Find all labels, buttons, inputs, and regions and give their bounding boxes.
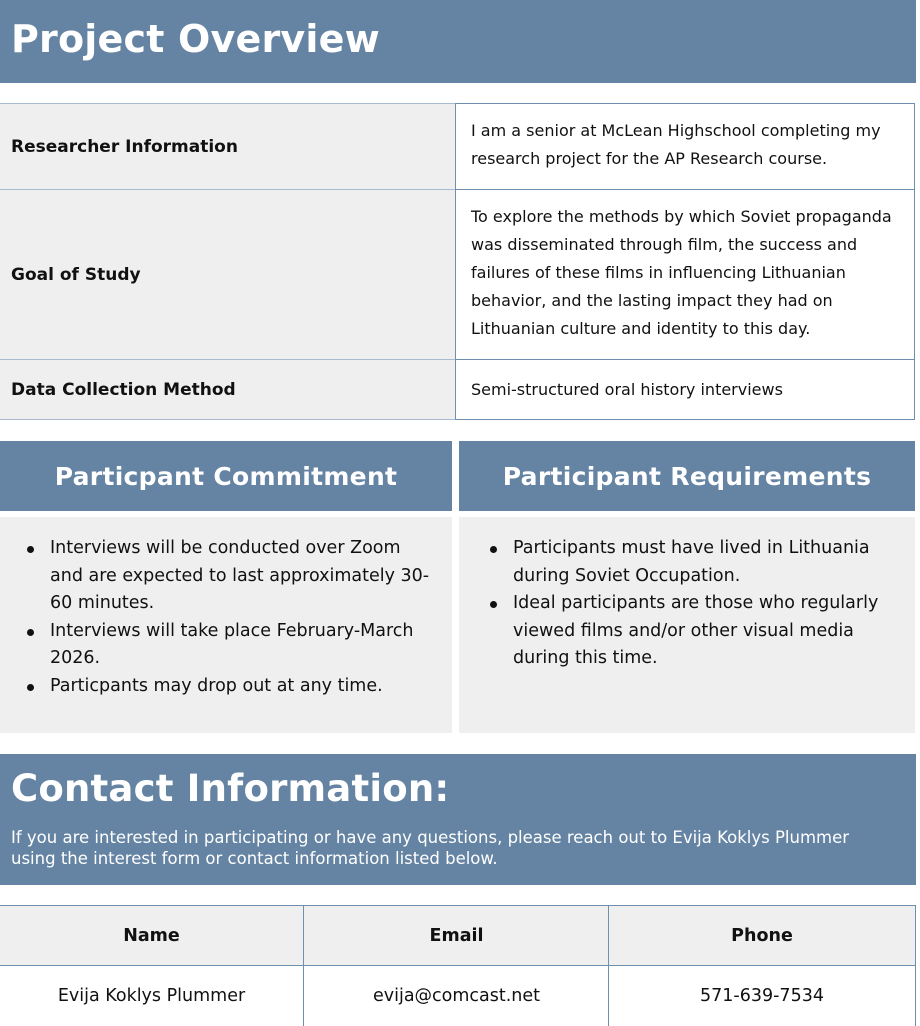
overview-row-goal [0, 189, 916, 360]
researcher-info-value: I am a senior at McLean Highschool completing my research project for the AP Research course. [455, 103, 915, 190]
requirements-item-text: Ideal participants are those who regularly viewed films and/or other visual media during this time. [513, 593, 879, 668]
bullet-icon [490, 601, 497, 608]
commitment-item-text: Interviews will take place February-March 2026. [50, 620, 414, 668]
bullet-icon [27, 546, 34, 553]
contact-name: Evija Koklys Plummer [0, 966, 303, 1026]
goal-of-study-value: To explore the methods by which Soviet propaganda was disseminated through film, the success and failures of these films in influencing Lithuanian behavior, and the lasting impact they had on Lithuanian culture and identity to this day. [455, 189, 915, 360]
title-banner [0, 0, 916, 83]
commitment-item [0, 535, 452, 618]
name-column-header: Name [0, 905, 303, 966]
contact-phone: 571-639-7534 [608, 966, 916, 1026]
researcher-info-label: Researcher Information [0, 103, 456, 190]
requirements-list [459, 535, 915, 673]
contact-banner [0, 754, 916, 885]
phone-column-header: Phone [608, 905, 916, 966]
contact-description: If you are interested in participating or have any questions, please reach out to Evija Koklys Plummer using the interest form or contact information listed below. [11, 828, 850, 868]
commitment-item-text: Particpants may drop out at any time. [50, 675, 383, 696]
overview-row-researcher [0, 103, 916, 190]
contact-table [0, 905, 916, 1024]
requirements-panel [459, 517, 915, 733]
email-column-header: Email [303, 905, 609, 966]
commitment-panel [0, 517, 452, 733]
commitment-item [0, 618, 452, 673]
goal-of-study-label: Goal of Study [0, 189, 456, 360]
data-collection-value: Semi-structured oral history interviews [455, 359, 915, 420]
commitment-item [0, 673, 452, 701]
requirements-item [459, 535, 915, 590]
requirements-item-text: Participants must have lived in Lithuania during Soviet Occupation. [513, 538, 870, 586]
bullet-icon [27, 629, 34, 636]
commitment-list [0, 535, 452, 700]
bullet-icon [27, 684, 34, 691]
overview-table [0, 103, 916, 420]
page-title: Project Overview [11, 17, 380, 61]
bullet-icon [490, 546, 497, 553]
contact-title: Contact Information: [11, 767, 450, 810]
requirements-item [459, 590, 915, 673]
overview-row-method [0, 359, 916, 420]
commitment-heading: Particpant Commitment [0, 441, 452, 511]
data-collection-label: Data Collection Method [0, 359, 456, 420]
contact-email: evija@comcast.net [303, 966, 609, 1026]
requirements-heading: Participant Requirements [459, 441, 915, 511]
commitment-item-text: Interviews will be conducted over Zoom and are expected to last approximately 30-60 minutes. [50, 538, 430, 613]
